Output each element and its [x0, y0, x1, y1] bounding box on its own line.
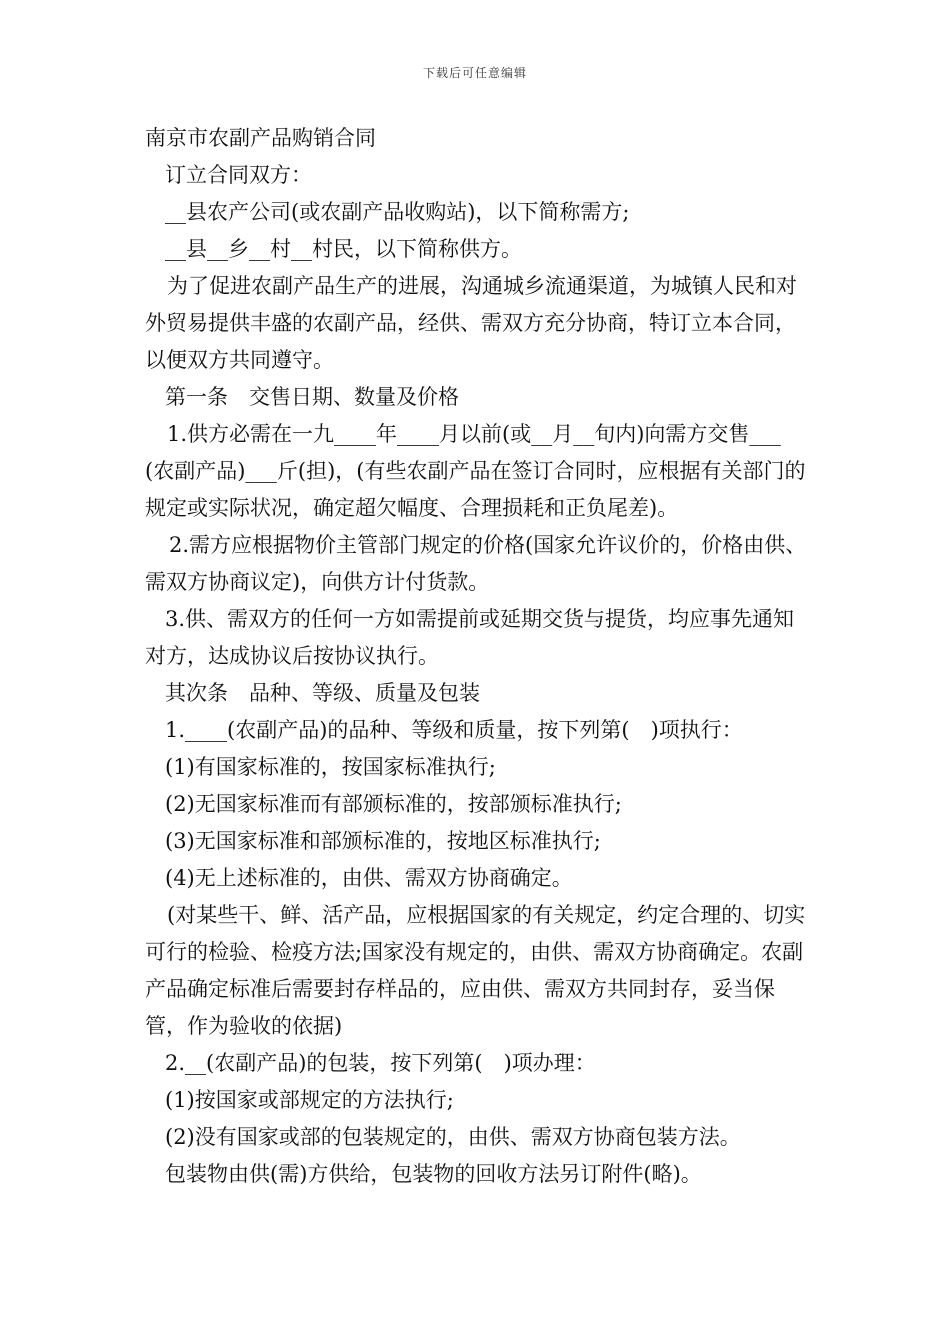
paragraph: 订立合同双方： [165, 163, 312, 187]
document-body [145, 120, 810, 1193]
paragraph: 为了促进农副产品生产的进展，沟通城乡流通渠道，为城镇人民和对外贸易提供丰盛的农副产品，经供、需双方充分协商，特订立本合同，以便双方共同遵守。 [145, 274, 797, 372]
list-item: (2)没有国家或部的包装规定的，由供、需双方协商包装方法。 [165, 1125, 741, 1149]
list-item: (2)无国家标准而有部颁标准的，按部颁标准执行; [165, 792, 622, 816]
paragraph: 1.供方必需在一九____年____月以前(或__月__旬内)向需方交售___(农副产品)___斤(担)，(有些农副产品在签订合同时，应根据有关部门的规定或实际状况，确定超欠幅度、合理损耗和正负尾差)。 [145, 422, 806, 520]
header-note: 下载后可任意编辑 [422, 66, 527, 80]
paragraph: (对某些干、鲜、活产品，应根据国家的有关规定，约定合理的、切实可行的检验、检疫方法;国家没有规定的，由供、需双方协商确定。农副产品确定标准后需要封存样品的，应由供、需双方共同封存，妥当保管，作为验收的依据) [145, 903, 806, 1038]
paragraph: __县__乡__村__村民，以下简称供方。 [165, 237, 522, 261]
article-heading: 其次条 品种、等级、质量及包装 [165, 681, 480, 705]
article-heading: 第一条 交售日期、数量及价格 [165, 385, 459, 409]
paragraph: __县农产公司(或农副产品收购站)，以下简称需方; [165, 200, 630, 224]
list-item: (1)有国家标准的，按国家标准执行; [165, 755, 496, 779]
paragraph: 包装物由供(需)方供给，包装物的回收方法另订附件(略)。 [165, 1162, 702, 1186]
document-title: 南京市农副产品购销合同 [145, 126, 376, 150]
paragraph: 3.供、需双方的任何一方如需提前或延期交货与提货，均应事先通知对方，达成协议后按协议执行。 [145, 607, 795, 668]
list-item: (3)无国家标准和部颁标准的，按地区标准执行; [165, 829, 601, 853]
list-item: (4)无上述标准的，由供、需双方协商确定。 [165, 866, 573, 890]
list-item: (1)按国家或部规定的方法执行; [165, 1088, 454, 1112]
paragraph: 2.需方应根据物价主管部门规定的价格(国家允许议价的，价格由供、需双方协商议定)，向供方计付货款。 [145, 533, 807, 594]
paragraph: 2.__(农副产品)的包装，按下列第( )项办理： [165, 1051, 596, 1075]
paragraph: 1.____(农副产品)的品种、等级和质量，按下列第( )项执行： [165, 718, 743, 742]
